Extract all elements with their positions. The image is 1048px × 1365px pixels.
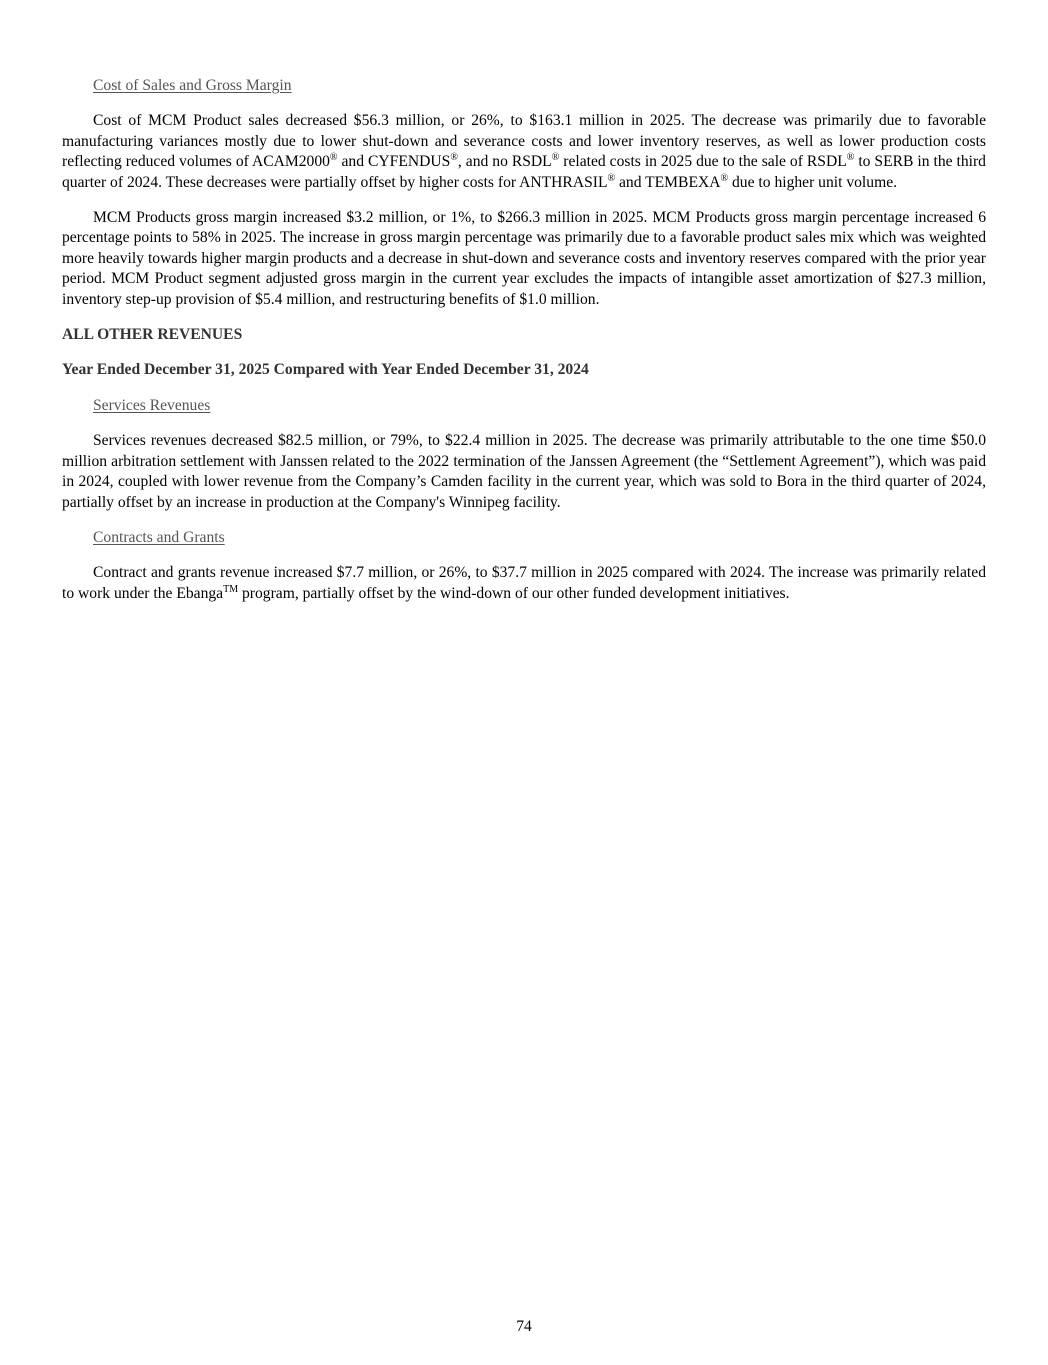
- text-run: and TEMBEXA: [615, 173, 721, 191]
- trademark-mark: TM: [223, 583, 239, 595]
- text-run: program, partially offset by the wind-down of our other funded development initiatives.: [238, 584, 790, 602]
- cost-of-sales-heading-text: Cost of Sales and Gross Margin: [93, 77, 292, 94]
- registered-mark: ®: [846, 152, 855, 164]
- cost-of-sales-heading: [62, 76, 986, 96]
- services-revenues-heading-text: Services Revenues: [93, 396, 211, 414]
- contracts-grants-heading-text: Contracts and Grants: [93, 528, 225, 546]
- registered-mark: ®: [329, 152, 338, 164]
- registered-mark: ®: [551, 152, 560, 164]
- contracts-grants-heading: [62, 528, 986, 548]
- all-other-revenues-heading: ALL OTHER REVENUES: [62, 326, 243, 344]
- text-run: Cost of MCM Product sales decreased $56.3 million, or 26%, to $163.1 million in 2025. The decrease was primarily due to favorable manufacturing variances mostly due to lower shut-down and severance costs and lower inventory reserves, as well as lower production costs reflecting reduced volumes of ACAM2000: [62, 112, 986, 171]
- text-run: due to higher unit volume.: [728, 173, 898, 191]
- cost-of-sales-paragraph: [62, 111, 986, 193]
- text-run: to SERB in the third quarter of 2024. These decreases were partially offset by higher costs for ANTHRASIL: [62, 153, 986, 191]
- services-revenues-heading: [62, 396, 986, 416]
- page-number: 74: [516, 1318, 532, 1335]
- document-page: [62, 76, 986, 619]
- text-run: related costs in 2025 due to the sale of RSDL: [559, 153, 847, 171]
- contracts-grants-paragraph: [62, 563, 986, 604]
- registered-mark: ®: [607, 172, 616, 184]
- text-run: and CYFENDUS: [337, 153, 451, 171]
- text-run: , and no RSDL: [457, 153, 552, 171]
- gross-margin-paragraph: MCM Products gross margin increased $3.2 million, or 1%, to $266.3 million in 2025. MCM Products gross margin percentage increased 6 percentage points to 58% in 2025. The increase in gross margin percentage was primarily due to a favorable product sales mix which was weighted more heavily towards higher margin products and a decrease in shut-down and severance costs and inventory reserves compared with the prior year period. MCM Product segment adjusted gross margin in the current year excludes the impacts of intangible asset amortization of $27.3 million, inventory step-up provision of $5.4 million, and restructuring benefits of $1.0 million.: [62, 209, 986, 308]
- registered-mark: ®: [450, 152, 458, 164]
- year-comparison-heading: Year Ended December 31, 2025 Compared with Year Ended December 31, 2024: [62, 361, 589, 379]
- text-run: Contract and grants revenue increased $7.7 million, or 26%, to $37.7 million in 2025 compared with 2024. The increase was primarily related to work under the Ebanga: [62, 564, 986, 602]
- services-revenues-paragraph: Services revenues decreased $82.5 million, or 79%, to $22.4 million in 2025. The decrease was primarily attributable to the one time $50.0 million arbitration settlement with Janssen related to the 2022 termination of the Janssen Agreement (the “Settlement Agreement”), which was paid in 2024, coupled with lower revenue from the Company’s Camden facility in the current year, which was sold to Bora in the third quarter of 2024, partially offset by an increase in production at the Company's Winnipeg facility.: [62, 432, 986, 511]
- registered-mark: ®: [720, 172, 729, 184]
